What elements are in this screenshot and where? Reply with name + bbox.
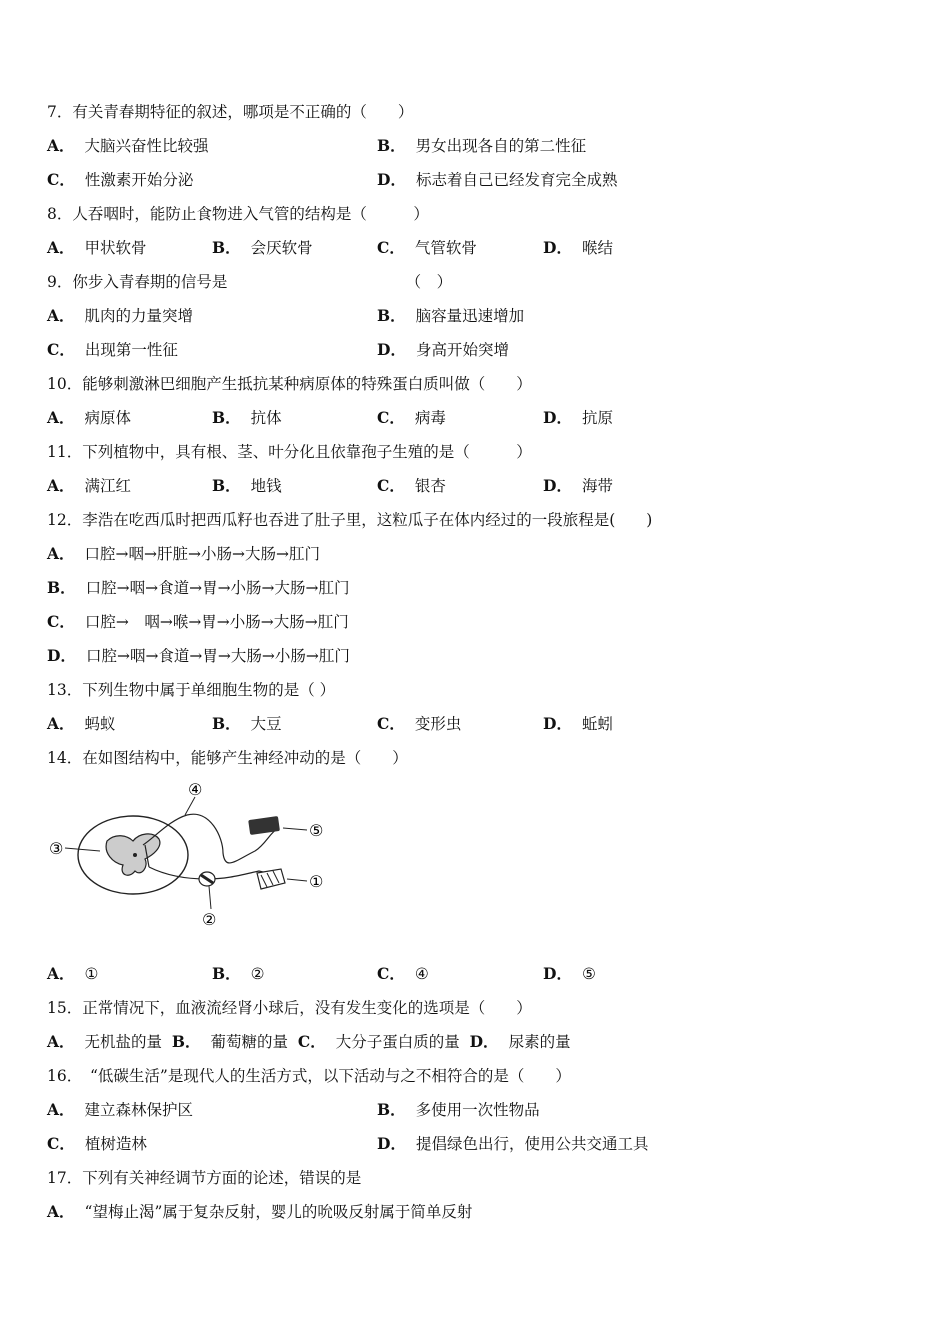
option-label: C． — [47, 340, 75, 359]
option-label: B． — [212, 476, 241, 495]
option-text: 会厌软骨 — [250, 239, 313, 257]
option-text: 甲状软骨 — [84, 239, 147, 257]
option-label: D． — [543, 476, 572, 495]
option-text: 气管软骨 — [414, 239, 477, 257]
figure-label-3: ③ — [49, 839, 64, 858]
question-7-stem: 7．有关青春期特征的叙述，哪项是不正确的（ ） — [47, 103, 414, 121]
q8-option-d[interactable] — [543, 238, 613, 258]
q13-option-b[interactable] — [212, 714, 282, 734]
option-label: C． — [297, 1032, 326, 1051]
figure-label-2: ② — [202, 910, 217, 929]
question-15-stem: 15．正常情况下，血液流经肾小球后，没有发生变化的选项是（ ） — [47, 999, 532, 1017]
q13-option-d[interactable] — [543, 714, 613, 734]
option-label: A． — [47, 1202, 75, 1221]
q7-option-d[interactable] — [377, 170, 617, 190]
question-16-stem: 16． “低碳生活”是现代人的生活方式，以下活动与之不相符合的是（ ） — [47, 1067, 571, 1085]
option-text: 大分子蛋白质的量 — [335, 1033, 460, 1051]
option-text: 大脑兴奋性比较强 — [84, 137, 209, 155]
option-text: 植树造林 — [84, 1135, 147, 1153]
q15-option-d[interactable] — [470, 1033, 571, 1051]
option-text: 提倡绿色出行，使用公共交通工具 — [415, 1135, 649, 1153]
option-text: 多使用一次性物品 — [415, 1101, 540, 1119]
q8-option-b[interactable] — [212, 238, 313, 258]
question-13-stem: 13．下列生物中属于单细胞生物的是（ ） — [47, 681, 336, 699]
q7-option-c[interactable] — [47, 170, 193, 190]
central-canal — [133, 853, 137, 857]
option-text: 蚯蚓 — [581, 715, 613, 733]
q12-option-b[interactable] — [47, 578, 350, 598]
q10-option-a[interactable] — [47, 408, 131, 428]
option-label: B． — [47, 578, 76, 597]
option-label: D． — [543, 238, 572, 257]
effector — [248, 816, 280, 835]
q16-option-a[interactable] — [47, 1100, 193, 1120]
q15-option-b[interactable] — [172, 1033, 288, 1051]
question-17-stem: 17．下列有关神经调节方面的论述，错误的是 — [47, 1169, 362, 1187]
option-text: 口腔→咽→食道→胃→大肠→小肠→肛门 — [85, 647, 350, 665]
option-text: 变形虫 — [414, 715, 462, 733]
q12-option-c[interactable] — [47, 612, 349, 632]
option-text: 银杏 — [414, 477, 446, 495]
figure-label-1: ① — [309, 872, 324, 891]
option-text: 病原体 — [84, 409, 132, 427]
option-label: B． — [212, 714, 241, 733]
option-label: C． — [377, 476, 405, 495]
option-label: A． — [47, 476, 75, 495]
option-text: 病毒 — [414, 409, 446, 427]
q15-options-row — [47, 1032, 571, 1052]
option-label: A． — [47, 714, 75, 733]
option-label: C． — [377, 408, 405, 427]
q16-option-b[interactable] — [377, 1100, 540, 1120]
option-text: 无机盐的量 — [84, 1033, 163, 1051]
figure-label-5: ⑤ — [309, 821, 324, 840]
option-label: D． — [543, 408, 572, 427]
receptor — [257, 869, 285, 889]
option-label: C． — [47, 1134, 75, 1153]
option-label: D． — [47, 646, 76, 665]
q10-option-b[interactable] — [212, 408, 282, 428]
q15-option-a[interactable] — [47, 1033, 162, 1051]
option-text: 口腔→咽→食道→胃→小肠→大肠→肛门 — [85, 579, 350, 597]
option-text: 大豆 — [250, 715, 282, 733]
option-text: 葡萄糖的量 — [210, 1033, 289, 1051]
q11-option-c[interactable] — [377, 476, 446, 496]
option-label: B． — [212, 238, 241, 257]
option-text: 海带 — [581, 477, 613, 495]
option-text: 建立森林保护区 — [84, 1101, 194, 1119]
option-label: D． — [377, 1134, 406, 1153]
option-text: ② — [250, 965, 265, 983]
option-text: 蚂蚁 — [84, 715, 116, 733]
option-text: 男女出现各自的第二性征 — [415, 137, 587, 155]
option-text: ⑤ — [581, 965, 596, 983]
q11-option-a[interactable] — [47, 476, 131, 496]
option-label: A． — [47, 544, 75, 563]
q13-option-c[interactable] — [377, 714, 461, 734]
option-text: “望梅止渴”属于复杂反射，婴儿的吮吸反射属于简单反射 — [84, 1203, 473, 1221]
question-9-stem: 9．你步入青春期的信号是 （ ） — [47, 273, 453, 291]
option-label: A． — [47, 964, 75, 983]
q14-option-b[interactable] — [212, 964, 265, 984]
option-text: 喉结 — [581, 239, 613, 257]
option-text: 口腔→ 咽→喉→胃→小肠→大肠→肛门 — [84, 613, 349, 631]
question-11-stem: 11．下列植物中，具有根、茎、叶分化且依靠孢子生殖的是（ ） — [47, 443, 532, 461]
option-label: B． — [377, 1100, 406, 1119]
q13-option-a[interactable] — [47, 714, 116, 734]
option-label: A． — [47, 408, 75, 427]
q9-option-c[interactable] — [47, 340, 178, 360]
option-label: A． — [47, 306, 75, 325]
option-label: B． — [377, 136, 406, 155]
option-text: ① — [84, 965, 99, 983]
question-12-stem: 12．李浩在吃西瓜时把西瓜籽也吞进了肚子里，这粒瓜子在体内经过的一段旅程是( ) — [47, 511, 653, 529]
q10-option-c[interactable] — [377, 408, 446, 428]
option-label: A． — [47, 136, 75, 155]
option-text: 抗体 — [250, 409, 282, 427]
option-label: D． — [543, 964, 572, 983]
option-text: 性激素开始分泌 — [84, 171, 194, 189]
option-text: 口腔→咽→肝脏→小肠→大肠→肛门 — [84, 545, 320, 563]
q8-option-c[interactable] — [377, 238, 477, 258]
q17-option-a[interactable] — [47, 1202, 472, 1222]
q9-option-a[interactable] — [47, 306, 193, 326]
q11-option-b[interactable] — [212, 476, 282, 496]
option-text: 尿素的量 — [508, 1033, 571, 1051]
q12-option-a[interactable] — [47, 544, 320, 564]
option-text: 肌肉的力量突增 — [84, 307, 194, 325]
option-text: 标志着自己已经发育完全成熟 — [415, 171, 618, 189]
option-text: 地钱 — [250, 477, 282, 495]
question-8-stem: 8．人吞咽时，能防止食物进入气管的结构是（ ） — [47, 205, 429, 223]
q15-option-c[interactable] — [298, 1033, 460, 1051]
question-14-stem: 14．在如图结构中，能够产生神经冲动的是（ ） — [47, 749, 408, 767]
q14-option-a[interactable] — [47, 964, 98, 984]
option-label: D． — [543, 714, 572, 733]
option-label: D． — [469, 1032, 499, 1051]
q7-option-b[interactable] — [377, 136, 586, 156]
q14-option-c[interactable] — [377, 964, 429, 984]
option-label: B． — [212, 964, 241, 983]
gray-matter — [106, 834, 160, 875]
option-text: ④ — [414, 965, 429, 983]
q9-option-b[interactable] — [377, 306, 524, 326]
option-label: B． — [377, 306, 406, 325]
option-label: C． — [377, 238, 405, 257]
option-label: A． — [47, 1032, 75, 1051]
option-label: C． — [377, 964, 405, 983]
q8-option-a[interactable] — [47, 238, 147, 258]
q9-option-d[interactable] — [377, 340, 509, 360]
option-text: 脑容量迅速增加 — [415, 307, 525, 325]
q10-option-d[interactable] — [543, 408, 613, 428]
q14-option-d[interactable] — [543, 964, 596, 984]
option-label: A． — [47, 238, 75, 257]
option-label: C． — [47, 170, 75, 189]
option-label: B． — [212, 408, 241, 427]
option-text: 满江红 — [84, 477, 132, 495]
q7-option-a[interactable] — [47, 136, 209, 156]
option-text: 抗原 — [581, 409, 613, 427]
option-label: C． — [377, 714, 405, 733]
q11-option-d[interactable] — [543, 476, 613, 496]
option-label: C． — [47, 612, 75, 631]
option-text: 身高开始突增 — [415, 341, 509, 359]
option-label: D． — [377, 170, 406, 189]
option-label: B． — [171, 1032, 201, 1051]
option-text: 出现第一性征 — [84, 341, 178, 359]
q16-option-c[interactable] — [47, 1134, 147, 1154]
q16-option-d[interactable] — [377, 1134, 648, 1154]
reflex-arc-figure — [45, 775, 335, 945]
figure-label-4: ④ — [188, 780, 203, 799]
option-label: D． — [377, 340, 406, 359]
question-10-stem: 10．能够刺激淋巴细胞产生抵抗某种病原体的特殊蛋白质叫做（ ） — [47, 375, 532, 393]
q12-option-d[interactable] — [47, 646, 350, 666]
option-label: A． — [47, 1100, 75, 1119]
